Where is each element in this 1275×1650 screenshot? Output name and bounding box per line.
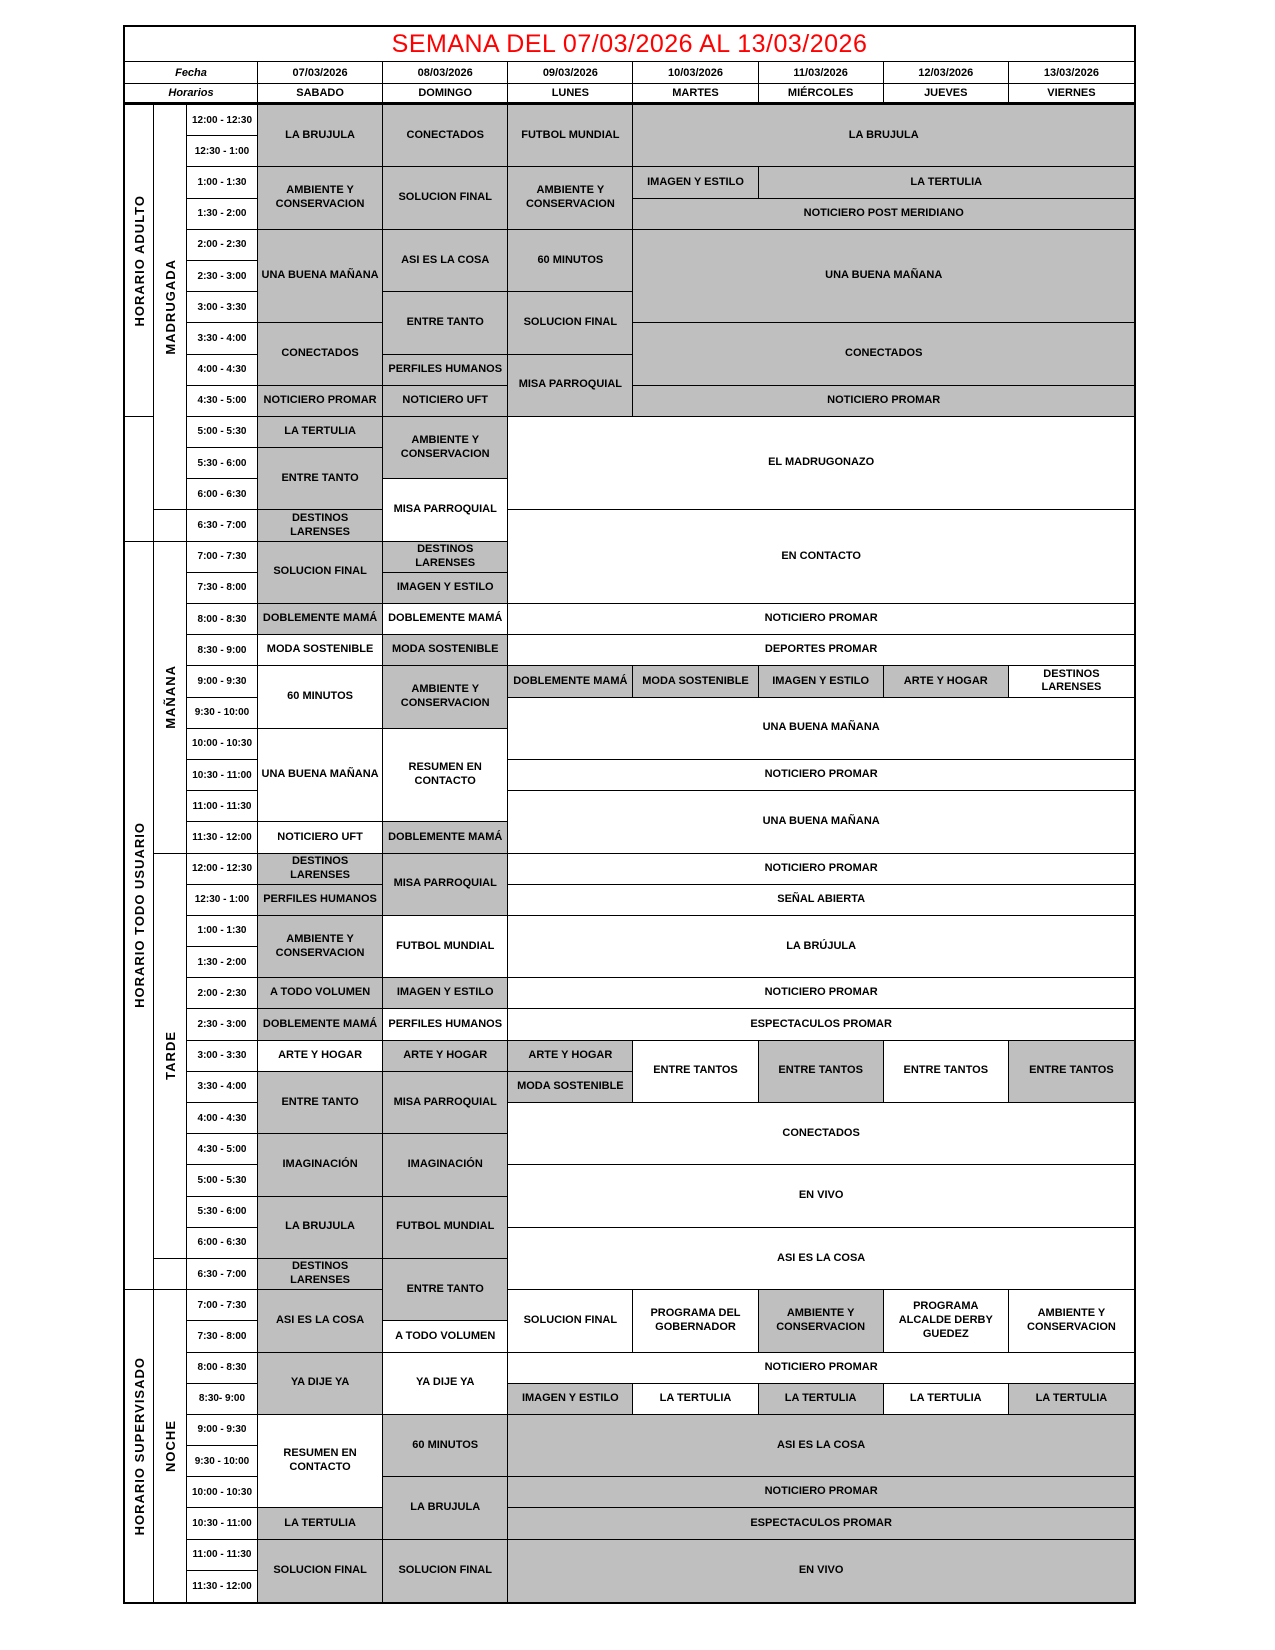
program-cell: PERFILES HUMANOS xyxy=(383,355,508,386)
time-slot: 9:00 - 9:30 xyxy=(187,1415,258,1446)
program-cell: ENTRE TANTOS xyxy=(884,1041,1009,1103)
date-header: 11/03/2026 xyxy=(759,62,884,84)
program-cell: ARTE Y HOGAR xyxy=(383,1041,508,1072)
daypart-label xyxy=(154,1290,187,1602)
time-slot: 7:30 - 8:00 xyxy=(187,573,258,604)
time-slot: 10:30 - 11:00 xyxy=(187,1508,258,1539)
day-header: MIÉRCOLES xyxy=(759,84,884,105)
program-cell: PERFILES HUMANOS xyxy=(258,885,383,916)
time-slot: 8:00 - 8:30 xyxy=(187,1353,258,1384)
program-cell: YA DIJE YA xyxy=(383,1353,508,1415)
program-cell: LA TERTULIA xyxy=(1009,1384,1134,1415)
time-slot: 11:00 - 11:30 xyxy=(187,1540,258,1571)
program-cell: DESTINOS LARENSES xyxy=(383,542,508,573)
program-cell: LA TERTULIA xyxy=(884,1384,1009,1415)
time-slot: 6:00 - 6:30 xyxy=(187,479,258,510)
program-cell: MISA PARROQUIAL xyxy=(383,479,508,541)
program-cell: IMAGEN Y ESTILO xyxy=(759,666,884,697)
program-cell: UNA BUENA MAÑANA xyxy=(258,230,383,324)
program-cell: ENTRE TANTOS xyxy=(1009,1041,1134,1103)
time-slot: 1:00 - 1:30 xyxy=(187,916,258,947)
program-cell: ENTRE TANTOS xyxy=(633,1041,758,1103)
program-cell: MODA SOSTENIBLE xyxy=(258,635,383,666)
daypart-spacer xyxy=(154,510,187,541)
program-cell: ASI ES LA COSA xyxy=(508,1228,1134,1290)
program-cell: NOTICIERO PROMAR xyxy=(508,1477,1134,1508)
day-header: VIERNES xyxy=(1009,84,1134,105)
program-cell: CONECTADOS xyxy=(633,323,1134,385)
day-header: SABADO xyxy=(258,84,383,105)
program-cell: ENTRE TANTO xyxy=(258,1072,383,1134)
time-slot: 11:30 - 12:00 xyxy=(187,1571,258,1602)
program-cell: RESUMEN EN CONTACTO xyxy=(258,1415,383,1509)
program-cell: AMBIENTE Y CONSERVACION xyxy=(508,167,633,229)
program-cell: SOLUCION FINAL xyxy=(508,1290,633,1352)
program-cell: MODA SOSTENIBLE xyxy=(383,635,508,666)
program-cell: NOTICIERO PROMAR xyxy=(508,1353,1134,1384)
time-slot: 5:00 - 5:30 xyxy=(187,1165,258,1196)
time-slot: 10:00 - 10:30 xyxy=(187,729,258,760)
time-slot: 2:00 - 2:30 xyxy=(187,978,258,1009)
program-cell: FUTBOL MUNDIAL xyxy=(383,916,508,978)
program-cell: SOLUCION FINAL xyxy=(383,167,508,229)
rating-section-label xyxy=(125,1290,154,1602)
program-cell: CONECTADOS xyxy=(383,105,508,167)
day-header: LUNES xyxy=(508,84,633,105)
day-header: MARTES xyxy=(633,84,758,105)
program-cell: AMBIENTE Y CONSERVACION xyxy=(383,666,508,728)
program-cell: DOBLEMENTE MAMÁ xyxy=(383,822,508,853)
program-cell: CONECTADOS xyxy=(258,323,383,385)
time-slot: 4:00 - 4:30 xyxy=(187,1103,258,1134)
daypart-label xyxy=(154,854,187,1259)
time-slot: 8:00 - 8:30 xyxy=(187,604,258,635)
program-cell: EN VIVO xyxy=(508,1540,1134,1602)
daypart-label-text: MADRUGADA xyxy=(162,259,178,356)
schedule-title: SEMANA DEL 07/03/2026 AL 13/03/2026 xyxy=(125,27,1134,62)
day-header: DOMINGO xyxy=(383,84,508,105)
date-header: 12/03/2026 xyxy=(884,62,1009,84)
program-cell: PROGRAMA DEL GOBERNADOR xyxy=(633,1290,758,1352)
program-cell: 60 MINUTOS xyxy=(258,666,383,728)
program-cell: AMBIENTE Y CONSERVACION xyxy=(759,1290,884,1352)
time-slot: 8:30 - 9:00 xyxy=(187,635,258,666)
program-cell: NOTICIERO PROMAR xyxy=(258,386,383,417)
program-cell: PROGRAMA ALCALDE DERBY GUEDEZ xyxy=(884,1290,1009,1352)
time-slot: 8:30- 9:00 xyxy=(187,1384,258,1415)
time-slot: 9:30 - 10:00 xyxy=(187,698,258,729)
daypart-label-text: NOCHE xyxy=(162,1420,178,1473)
time-slot: 2:00 - 2:30 xyxy=(187,230,258,261)
program-cell: NOTICIERO UFT xyxy=(383,386,508,417)
program-cell: IMAGEN Y ESTILO xyxy=(508,1384,633,1415)
program-cell: ENTRE TANTO xyxy=(258,448,383,510)
program-cell: LA BRUJULA xyxy=(383,1477,508,1539)
program-cell: ARTE Y HOGAR xyxy=(884,666,1009,697)
program-cell: IMAGEN Y ESTILO xyxy=(383,978,508,1009)
date-header: 09/03/2026 xyxy=(508,62,633,84)
program-cell: DESTINOS LARENSES xyxy=(258,1259,383,1290)
program-cell: ASI ES LA COSA xyxy=(258,1290,383,1352)
program-cell: AMBIENTE Y CONSERVACION xyxy=(1009,1290,1134,1352)
day-header: JUEVES xyxy=(884,84,1009,105)
time-slot: 3:30 - 4:00 xyxy=(187,323,258,354)
time-slot: 1:30 - 2:00 xyxy=(187,199,258,230)
time-slot: 9:30 - 10:00 xyxy=(187,1446,258,1477)
program-cell: NOTICIERO PROMAR xyxy=(633,386,1134,417)
time-slot: 5:30 - 6:00 xyxy=(187,448,258,479)
program-cell: DESTINOS LARENSES xyxy=(258,510,383,541)
time-slot: 7:00 - 7:30 xyxy=(187,542,258,573)
program-cell: DESTINOS LARENSES xyxy=(258,854,383,885)
time-slot: 12:00 - 12:30 xyxy=(187,105,258,136)
program-cell: AMBIENTE Y CONSERVACION xyxy=(258,167,383,229)
program-cell: ENTRE TANTO xyxy=(383,1259,508,1321)
time-slot: 5:00 - 5:30 xyxy=(187,417,258,448)
horarios-label: Horarios xyxy=(125,84,258,105)
rating-section-label-text: HORARIO SUPERVISADO xyxy=(131,1356,147,1536)
program-cell: MODA SOSTENIBLE xyxy=(508,1072,633,1103)
program-cell: UNA BUENA MAÑANA xyxy=(508,791,1134,853)
time-slot: 11:30 - 12:00 xyxy=(187,822,258,853)
rating-section-label-text: HORARIO ADULTO xyxy=(131,194,147,327)
time-slot: 7:30 - 8:00 xyxy=(187,1321,258,1352)
time-slot: 2:30 - 3:00 xyxy=(187,261,258,292)
schedule-grid xyxy=(123,25,1136,1604)
time-slot: 1:30 - 2:00 xyxy=(187,947,258,978)
program-cell: ENTRE TANTOS xyxy=(759,1041,884,1103)
program-cell: DOBLEMENTE MAMÁ xyxy=(508,666,633,697)
program-cell: MISA PARROQUIAL xyxy=(383,854,508,916)
program-cell: LA TERTULIA xyxy=(258,1508,383,1539)
program-cell: YA DIJE YA xyxy=(258,1353,383,1415)
program-cell: IMAGINACIÓN xyxy=(258,1134,383,1196)
program-cell: AMBIENTE Y CONSERVACION xyxy=(258,916,383,978)
program-cell: IMAGINACIÓN xyxy=(383,1134,508,1196)
program-cell: SOLUCION FINAL xyxy=(258,1540,383,1602)
program-cell: DEPORTES PROMAR xyxy=(508,635,1134,666)
program-cell: ASI ES LA COSA xyxy=(508,1415,1134,1477)
program-cell: SOLUCION FINAL xyxy=(258,542,383,604)
program-cell: IMAGEN Y ESTILO xyxy=(383,573,508,604)
program-cell: ENTRE TANTO xyxy=(383,292,508,354)
program-cell: AMBIENTE Y CONSERVACION xyxy=(383,417,508,479)
program-cell: CONECTADOS xyxy=(508,1103,1134,1165)
time-slot: 3:30 - 4:00 xyxy=(187,1072,258,1103)
time-slot: 10:00 - 10:30 xyxy=(187,1477,258,1508)
program-cell: 60 MINUTOS xyxy=(508,230,633,292)
program-cell: MISA PARROQUIAL xyxy=(383,1072,508,1134)
daypart-label xyxy=(154,542,187,854)
program-cell: EN CONTACTO xyxy=(508,510,1134,604)
time-slot: 9:00 - 9:30 xyxy=(187,666,258,697)
rating-section-label xyxy=(125,105,154,417)
program-cell: MISA PARROQUIAL xyxy=(508,355,633,417)
program-cell: ARTE Y HOGAR xyxy=(508,1041,633,1072)
time-slot: 6:30 - 7:00 xyxy=(187,1259,258,1290)
program-cell: A TODO VOLUMEN xyxy=(258,978,383,1009)
date-header: 07/03/2026 xyxy=(258,62,383,84)
program-cell: LA TERTULIA xyxy=(633,1384,758,1415)
program-cell: DOBLEMENTE MAMÁ xyxy=(383,604,508,635)
time-slot: 3:00 - 3:30 xyxy=(187,292,258,323)
program-cell: 60 MINUTOS xyxy=(383,1415,508,1477)
fecha-label: Fecha xyxy=(125,62,258,84)
program-cell: LA TERTULIA xyxy=(759,1384,884,1415)
program-cell: MODA SOSTENIBLE xyxy=(633,666,758,697)
program-cell: EN VIVO xyxy=(508,1165,1134,1227)
program-cell: LA BRÚJULA xyxy=(508,916,1134,978)
time-slot: 5:30 - 6:00 xyxy=(187,1197,258,1228)
program-cell: SOLUCION FINAL xyxy=(508,292,633,354)
time-slot: 3:00 - 3:30 xyxy=(187,1041,258,1072)
program-cell: FUTBOL MUNDIAL xyxy=(383,1197,508,1259)
time-slot: 11:00 - 11:30 xyxy=(187,791,258,822)
daypart-label-text: TARDE xyxy=(162,1031,178,1081)
program-cell: NOTICIERO PROMAR xyxy=(508,604,1134,635)
program-cell: EL MADRUGONAZO xyxy=(508,417,1134,511)
program-cell: NOTICIERO UFT xyxy=(258,822,383,853)
time-slot: 4:00 - 4:30 xyxy=(187,355,258,386)
program-cell: ESPECTACULOS PROMAR xyxy=(508,1508,1134,1539)
time-slot: 6:30 - 7:00 xyxy=(187,510,258,541)
program-cell: DOBLEMENTE MAMÁ xyxy=(258,1009,383,1040)
program-cell: NOTICIERO PROMAR xyxy=(508,854,1134,885)
time-slot: 7:00 - 7:30 xyxy=(187,1290,258,1321)
program-cell: NOTICIERO PROMAR xyxy=(508,978,1134,1009)
program-cell: FUTBOL MUNDIAL xyxy=(508,105,633,167)
time-slot: 4:30 - 5:00 xyxy=(187,386,258,417)
date-header: 08/03/2026 xyxy=(383,62,508,84)
program-cell: ESPECTACULOS PROMAR xyxy=(508,1009,1134,1040)
program-cell: LA TERTULIA xyxy=(759,167,1134,198)
time-slot: 12:30 - 1:00 xyxy=(187,885,258,916)
program-cell: NOTICIERO PROMAR xyxy=(508,760,1134,791)
program-cell: SEÑAL ABIERTA xyxy=(508,885,1134,916)
rating-section-spacer xyxy=(125,417,154,542)
daypart-label xyxy=(154,105,187,510)
time-slot: 2:30 - 3:00 xyxy=(187,1009,258,1040)
rating-section-label-text: HORARIO TODO USUARIO xyxy=(131,822,147,1009)
time-slot: 10:30 - 11:00 xyxy=(187,760,258,791)
program-cell: LA TERTULIA xyxy=(258,417,383,448)
program-cell: UNA BUENA MAÑANA xyxy=(633,230,1134,324)
time-slot: 6:00 - 6:30 xyxy=(187,1228,258,1259)
program-cell: UNA BUENA MAÑANA xyxy=(258,729,383,823)
daypart-spacer xyxy=(154,1259,187,1290)
program-cell: SOLUCION FINAL xyxy=(383,1540,508,1602)
program-cell: UNA BUENA MAÑANA xyxy=(508,698,1134,760)
time-slot: 12:00 - 12:30 xyxy=(187,854,258,885)
program-cell: DOBLEMENTE MAMÁ xyxy=(258,604,383,635)
time-slot: 4:30 - 5:00 xyxy=(187,1134,258,1165)
daypart-label-text: MAÑANA xyxy=(162,665,178,729)
rating-section-label xyxy=(125,542,154,1291)
program-cell: A TODO VOLUMEN xyxy=(383,1321,508,1352)
program-cell: PERFILES HUMANOS xyxy=(383,1009,508,1040)
program-cell: RESUMEN EN CONTACTO xyxy=(383,729,508,823)
program-cell: NOTICIERO POST MERIDIANO xyxy=(633,199,1134,230)
program-cell: IMAGEN Y ESTILO xyxy=(633,167,758,198)
program-cell: LA BRUJULA xyxy=(258,105,383,167)
program-cell: LA BRUJULA xyxy=(633,105,1134,167)
time-slot: 12:30 - 1:00 xyxy=(187,136,258,167)
date-header: 10/03/2026 xyxy=(633,62,758,84)
program-cell: LA BRUJULA xyxy=(258,1197,383,1259)
date-header: 13/03/2026 xyxy=(1009,62,1134,84)
time-slot: 1:00 - 1:30 xyxy=(187,167,258,198)
program-cell: ASI ES LA COSA xyxy=(383,230,508,292)
program-cell: ARTE Y HOGAR xyxy=(258,1041,383,1072)
program-cell: DESTINOS LARENSES xyxy=(1009,666,1134,697)
